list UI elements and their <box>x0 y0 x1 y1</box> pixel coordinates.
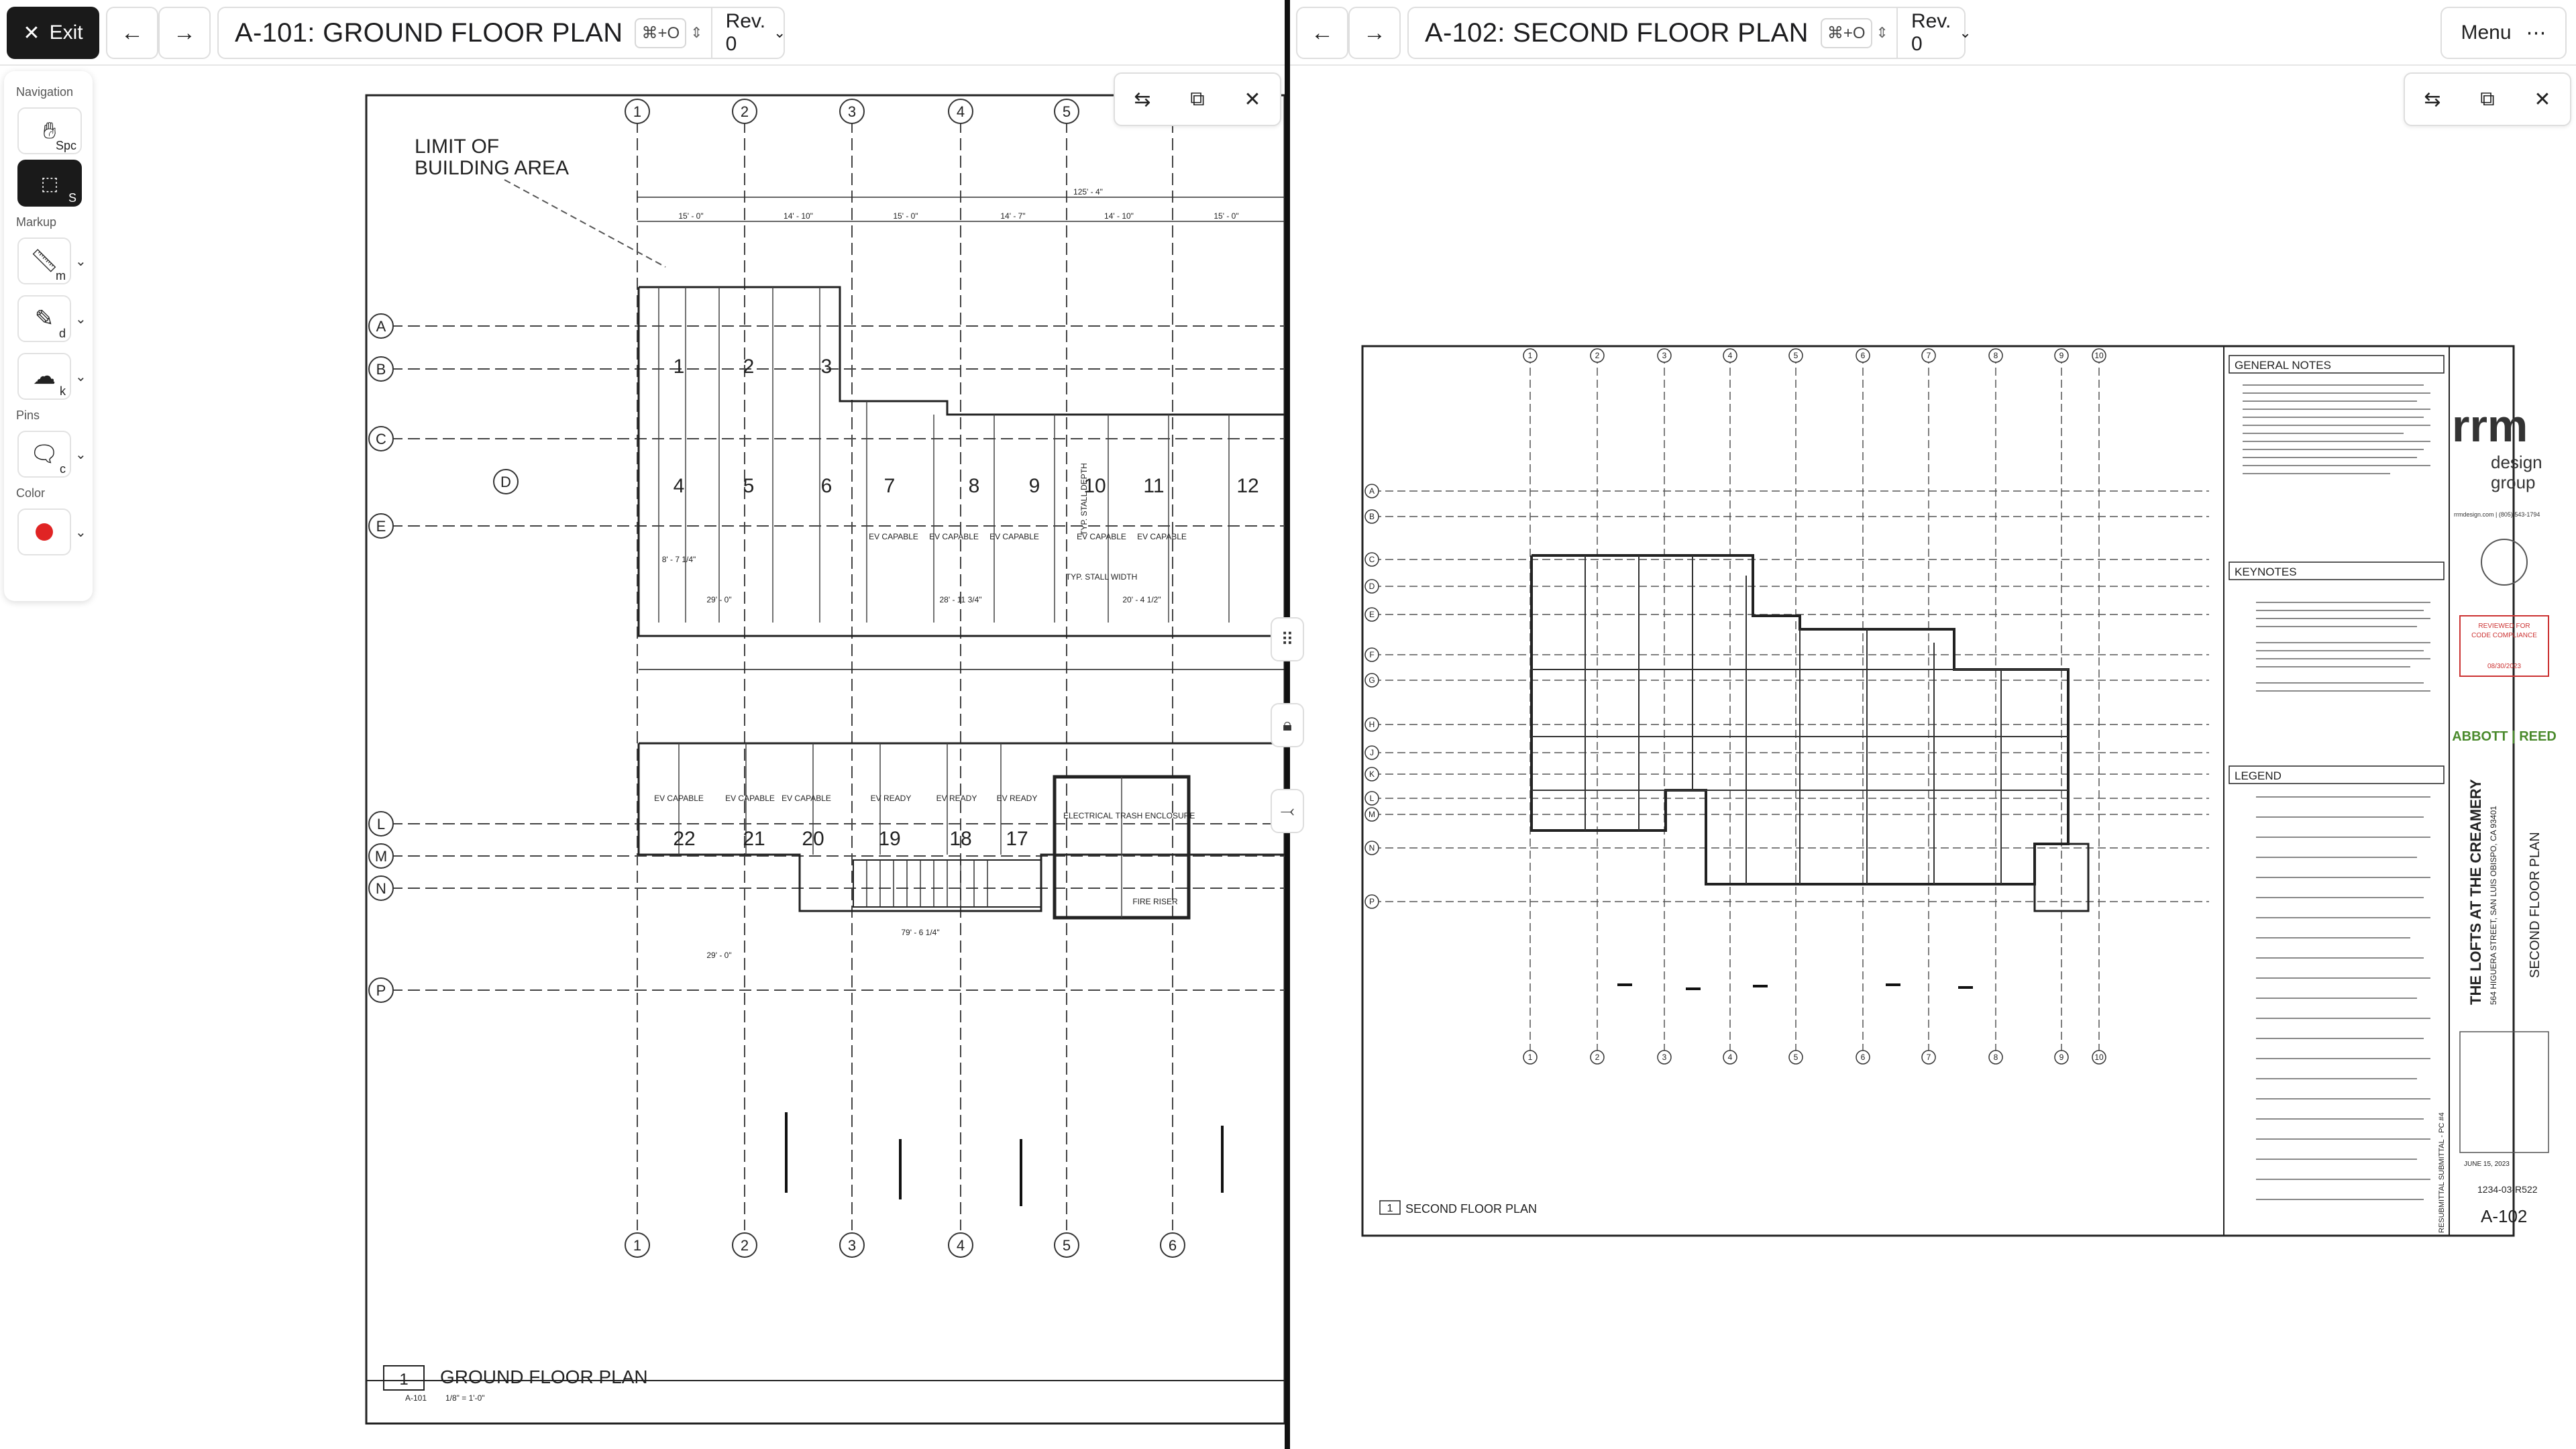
ruler-icon: 📏︎ <box>30 248 59 274</box>
typ-stall-width: TYP. STALL WIDTH <box>1065 572 1138 582</box>
sheet-selector-right[interactable] <box>1407 7 1972 59</box>
left-drawing-viewer[interactable] <box>250 66 1285 1449</box>
close-icon: ✕ <box>23 21 40 44</box>
reviewed-line2: CODE COMPLIANCE <box>2471 632 2537 639</box>
forward-button-left[interactable] <box>158 7 211 59</box>
pin-shortcut: c <box>60 462 66 476</box>
dim-top-6: 15' - 0" <box>1214 211 1239 221</box>
grid-row-b: B <box>1368 512 1375 521</box>
grid-col-3: 3 <box>1662 351 1667 360</box>
drawing-title: SECOND FLOOR PLAN <box>1405 1202 1538 1216</box>
project-name: THE LOFTS AT THE CREAMERY <box>2467 779 2484 1005</box>
grid-col-5-bottom: 5 <box>1793 1053 1799 1062</box>
right-viewer-actions <box>2404 72 2571 126</box>
hand-icon: ✋︎ <box>43 117 56 144</box>
grid-row-h: H <box>1368 720 1375 729</box>
more-dots-icon: ⋯ <box>2526 21 2546 44</box>
fire-riser-label: FIRE RISER <box>1132 897 1178 906</box>
chevron-down-icon[interactable]: ⌄ <box>75 254 87 269</box>
updown-chevron-icon: ⇕ <box>690 24 703 41</box>
stall-3: 3 <box>820 356 833 378</box>
draw-tool[interactable] <box>17 295 71 342</box>
grid-col-9: 9 <box>2059 351 2064 360</box>
grid-col-6-bottom: 6 <box>1860 1053 1866 1062</box>
drawing-title: GROUND FLOOR PLAN <box>440 1366 648 1387</box>
grid-col-1-bottom: 1 <box>1527 1053 1533 1062</box>
tool-palette <box>4 71 93 601</box>
stall-4: 4 <box>673 475 685 497</box>
stall-12: 12 <box>1236 475 1259 497</box>
lock-icon[interactable]: 🔒︎ <box>1271 703 1304 747</box>
firm-website: rrmdesign.com | (805) 543-1794 <box>2454 511 2540 518</box>
back-button-right[interactable] <box>1296 7 1348 59</box>
close-icon[interactable]: ✕ <box>2534 88 2551 111</box>
pin-tool[interactable] <box>17 431 71 478</box>
grid-bubble-row-l: L <box>376 816 386 833</box>
grid-row-m: M <box>1368 810 1375 819</box>
open-external-icon[interactable]: ⧉ <box>1190 88 1205 110</box>
color-section-label: Color <box>16 486 46 500</box>
firm-logo-group: group <box>2491 472 2536 492</box>
grid-row-e: E <box>1368 610 1375 619</box>
cloud-shortcut: k <box>60 384 66 398</box>
sheet-number: A-102 <box>2481 1206 2528 1226</box>
stall-20: 20 <box>802 828 824 850</box>
right-drawing-viewer[interactable] <box>1290 66 2576 1449</box>
ev-capable-label: EV CAPABLE <box>869 532 918 541</box>
exit-button[interactable] <box>7 7 99 59</box>
menu-button[interactable] <box>2440 7 2567 59</box>
stall-22: 22 <box>673 828 696 850</box>
grid-bubble-row-m: M <box>374 848 388 865</box>
grid-bubble-row-e: E <box>376 518 386 535</box>
grid-bubble-col-6-bottom: 6 <box>1168 1237 1177 1254</box>
ev-capable-label: EV CAPABLE <box>989 532 1039 541</box>
select-shortcut: S <box>68 191 76 205</box>
dim-top-3: 15' - 0" <box>893 211 918 221</box>
job-number: 1234-03-R522 <box>2477 1184 2538 1195</box>
dim-top-5: 14' - 10" <box>1104 211 1134 221</box>
date-field: JUNE 15, 2023 <box>2464 1161 2510 1168</box>
grid-row-d: D <box>1368 582 1375 591</box>
typ-stall-depth: TYP. STALL DEPTH <box>1079 463 1089 535</box>
grid-col-2-bottom: 2 <box>1595 1053 1600 1062</box>
arrow-left-icon: ← <box>1311 19 1334 46</box>
left-viewer-actions <box>1114 72 1281 126</box>
stall-10: 10 <box>1083 475 1106 497</box>
dim-top-2: 14' - 10" <box>784 211 813 221</box>
grid-bubble-col-3-bottom: 3 <box>847 1237 857 1254</box>
project-address: 564 HIGUERA STREET, SAN LUIS OBISPO, CA 93401 <box>2489 806 2498 1005</box>
grid-bubble-row-c: C <box>376 431 386 447</box>
pencil-icon: ✎ <box>34 306 54 331</box>
grid-col-9-bottom: 9 <box>2059 1053 2064 1062</box>
limit-note-line1: LIMIT OF <box>415 136 500 158</box>
grid-row-c: C <box>1368 555 1375 564</box>
stall-1: 1 <box>673 356 685 378</box>
grid-col-7-bottom: 7 <box>1926 1053 1931 1062</box>
electrical-label: ELECTRICAL <box>1063 811 1114 820</box>
dim-28: 28' - 11 3/4" <box>939 595 982 604</box>
grid-col-7: 7 <box>1926 351 1931 360</box>
grid-row-g: G <box>1368 676 1375 685</box>
dim-top-4: 14' - 7" <box>1000 211 1026 221</box>
color-picker[interactable] <box>17 508 71 555</box>
stall-6: 6 <box>820 475 833 497</box>
grid-col-10: 10 <box>2094 351 2104 360</box>
trash-label: TRASH ENCLOSURE <box>1115 811 1195 820</box>
pan-shortcut: Spc <box>55 139 76 152</box>
grid-row-l: L <box>1369 794 1375 803</box>
stall-5: 5 <box>743 475 755 497</box>
stall-19: 19 <box>878 828 901 850</box>
draw-shortcut: d <box>58 327 66 340</box>
markup-section-label: Markup <box>16 215 57 229</box>
ev-capable-label: EV CAPABLE <box>929 532 979 541</box>
dim-29-bottom: 29' - 0" <box>706 951 732 960</box>
partner-logo: ABBOTT | REED <box>2452 729 2557 744</box>
stall-11: 11 <box>1143 475 1165 497</box>
stall-8: 8 <box>968 475 980 497</box>
swap-icon[interactable]: ⇆ <box>1134 88 1151 111</box>
submittal-label: RESUBMITTAL SUBMITTAL - PC #4 <box>2438 1112 2446 1233</box>
dim-79: 79' - 6 1/4" <box>901 928 940 937</box>
reviewed-line1: REVIEWED FOR <box>2478 623 2530 630</box>
limit-note-line2: BUILDING AREA <box>415 157 570 179</box>
ev-ready-label: EV READY <box>996 794 1038 803</box>
keynotes-heading: KEYNOTES <box>2235 566 2297 578</box>
stall-7: 7 <box>883 475 896 497</box>
color-swatch <box>36 523 53 541</box>
firm-logo-design: design <box>2491 452 2542 472</box>
grid-col-1: 1 <box>1527 351 1533 360</box>
shortcut-badge-left: ⌘+O <box>635 18 686 48</box>
exit-label: Exit <box>49 21 83 44</box>
grid-col-4-bottom: 4 <box>1727 1053 1733 1062</box>
grid-row-j: J <box>1370 748 1374 757</box>
grid-bubble-row-n: N <box>376 880 386 897</box>
grid-bubble-col-5: 5 <box>1062 103 1071 120</box>
comment-icon: 🗨︎ <box>30 441 59 467</box>
grid-col-2: 2 <box>1595 351 1600 360</box>
back-button-left[interactable] <box>106 7 158 59</box>
grid-col-3-bottom: 3 <box>1662 1053 1667 1062</box>
pan-tool[interactable] <box>17 107 82 154</box>
forward-button-right[interactable] <box>1348 7 1401 59</box>
grid-col-4: 4 <box>1727 351 1733 360</box>
drawing-scale: 1/8" = 1'-0" <box>445 1393 485 1403</box>
grid-bubble-row-a: A <box>376 318 386 335</box>
stall-17: 17 <box>1006 828 1028 850</box>
cloud-icon: ☁︎ <box>33 364 56 389</box>
grid-bubble-row-d: D <box>500 474 511 490</box>
merge-icon[interactable]: ⤙ <box>1271 789 1304 833</box>
cloud-tool[interactable] <box>17 353 71 400</box>
chevron-down-icon[interactable]: ⌄ <box>75 311 87 327</box>
grid-bubble-col-3: 3 <box>847 103 857 120</box>
sheet-title: SECOND FLOOR PLAN <box>2528 832 2542 978</box>
architect-seal <box>2481 539 2527 585</box>
close-icon[interactable]: ✕ <box>1244 88 1261 111</box>
ground-floor-plan-drawing[interactable] <box>250 66 1285 1449</box>
chevron-down-icon[interactable]: ⌄ <box>75 447 87 462</box>
stall-9: 9 <box>1028 475 1040 497</box>
chevron-down-icon: ⌄ <box>1959 24 1972 41</box>
select-tool[interactable] <box>17 160 82 207</box>
ev-ready-label: EV READY <box>936 794 977 803</box>
grid-row-f: F <box>1369 650 1375 659</box>
ev-capable-label: EV CAPABLE <box>654 794 704 803</box>
swap-icon[interactable]: ⇆ <box>2424 88 2441 111</box>
stall-2: 2 <box>743 356 755 378</box>
measure-tool[interactable] <box>17 237 71 284</box>
ev-capable-label: EV CAPABLE <box>1077 532 1126 541</box>
open-external-icon[interactable]: ⧉ <box>2480 88 2495 110</box>
revision-selector-left[interactable] <box>711 8 800 58</box>
revision-label-right: Rev. 0 <box>1911 10 1951 55</box>
menu-label: Menu <box>2461 21 2512 44</box>
pins-section-label: Pins <box>16 409 40 422</box>
sheet-title-left: A-101: GROUND FLOOR PLAN <box>235 17 623 48</box>
sheet-title-right: A-102: SECOND FLOOR PLAN <box>1425 17 1809 48</box>
grid-col-5: 5 <box>1793 351 1799 360</box>
grid-col-8-bottom: 8 <box>1993 1053 1998 1062</box>
drawing-number: 1 <box>1387 1203 1393 1214</box>
legend-heading: LEGEND <box>2235 769 2282 782</box>
updown-chevron-icon: ⇕ <box>1876 24 1888 41</box>
ev-capable-label: EV CAPABLE <box>782 794 831 803</box>
grid-bubble-col-2: 2 <box>740 103 749 120</box>
drag-handle-icon[interactable]: ⠿ <box>1271 617 1304 661</box>
arrow-right-icon: → <box>1363 19 1386 46</box>
reviewed-date: 08/30/2023 <box>2487 663 2522 670</box>
arrow-left-icon: ← <box>121 19 144 46</box>
grid-bubble-col-4-bottom: 4 <box>956 1237 965 1254</box>
select-box-icon: ⬚ <box>40 172 59 194</box>
dim-overall: 125' - 4" <box>1073 187 1103 197</box>
stall-21: 21 <box>743 828 765 850</box>
grid-bubble-row-p: P <box>376 982 386 999</box>
measure-shortcut: m <box>56 269 66 282</box>
firm-logo-rrm: rrm <box>2452 400 2528 451</box>
dim-top-1: 15' - 0" <box>678 211 704 221</box>
chevron-down-icon[interactable]: ⌄ <box>75 369 87 384</box>
grid-bubble-col-1: 1 <box>633 103 642 120</box>
drawing-number: 1 <box>399 1371 409 1389</box>
sheet-selector-left[interactable] <box>217 7 785 59</box>
ev-ready-label: EV READY <box>870 794 912 803</box>
grid-col-10-bottom: 10 <box>2094 1053 2104 1062</box>
ev-capable-label: EV CAPABLE <box>725 794 775 803</box>
grid-bubble-col-2-bottom: 2 <box>740 1237 749 1254</box>
grid-bubble-col-1-bottom: 1 <box>633 1237 642 1254</box>
chevron-down-icon: ⌄ <box>773 24 786 41</box>
sheet-ref: A-101 <box>405 1393 427 1403</box>
arrow-right-icon: → <box>173 19 196 46</box>
general-notes-heading: GENERAL NOTES <box>2235 359 2331 372</box>
revision-selector-right[interactable] <box>1896 8 1985 58</box>
ev-capable-label: EV CAPABLE <box>1137 532 1187 541</box>
grid-col-8: 8 <box>1993 351 1998 360</box>
grid-bubble-col-5-bottom: 5 <box>1062 1237 1071 1254</box>
dim-29: 29' - 0" <box>706 595 732 604</box>
grid-bubble-row-b: B <box>376 361 386 378</box>
grid-row-k: K <box>1368 769 1375 779</box>
shortcut-badge-right: ⌘+O <box>1821 18 1872 48</box>
grid-col-6: 6 <box>1860 351 1866 360</box>
second-floor-plan-drawing[interactable] <box>1290 66 2576 1449</box>
grid-bubble-col-4: 4 <box>956 103 965 120</box>
navigation-section-label: Navigation <box>16 85 74 99</box>
grid-row-a: A <box>1368 486 1375 496</box>
grid-row-n: N <box>1368 843 1375 853</box>
grid-row-p: P <box>1368 897 1375 906</box>
stall-18: 18 <box>949 828 972 850</box>
chevron-down-icon[interactable]: ⌄ <box>75 525 87 540</box>
dim-8: 8' - 7 1/4" <box>661 555 696 564</box>
revision-label-left: Rev. 0 <box>725 10 766 55</box>
dim-20: 20' - 4 1/2" <box>1122 595 1161 604</box>
